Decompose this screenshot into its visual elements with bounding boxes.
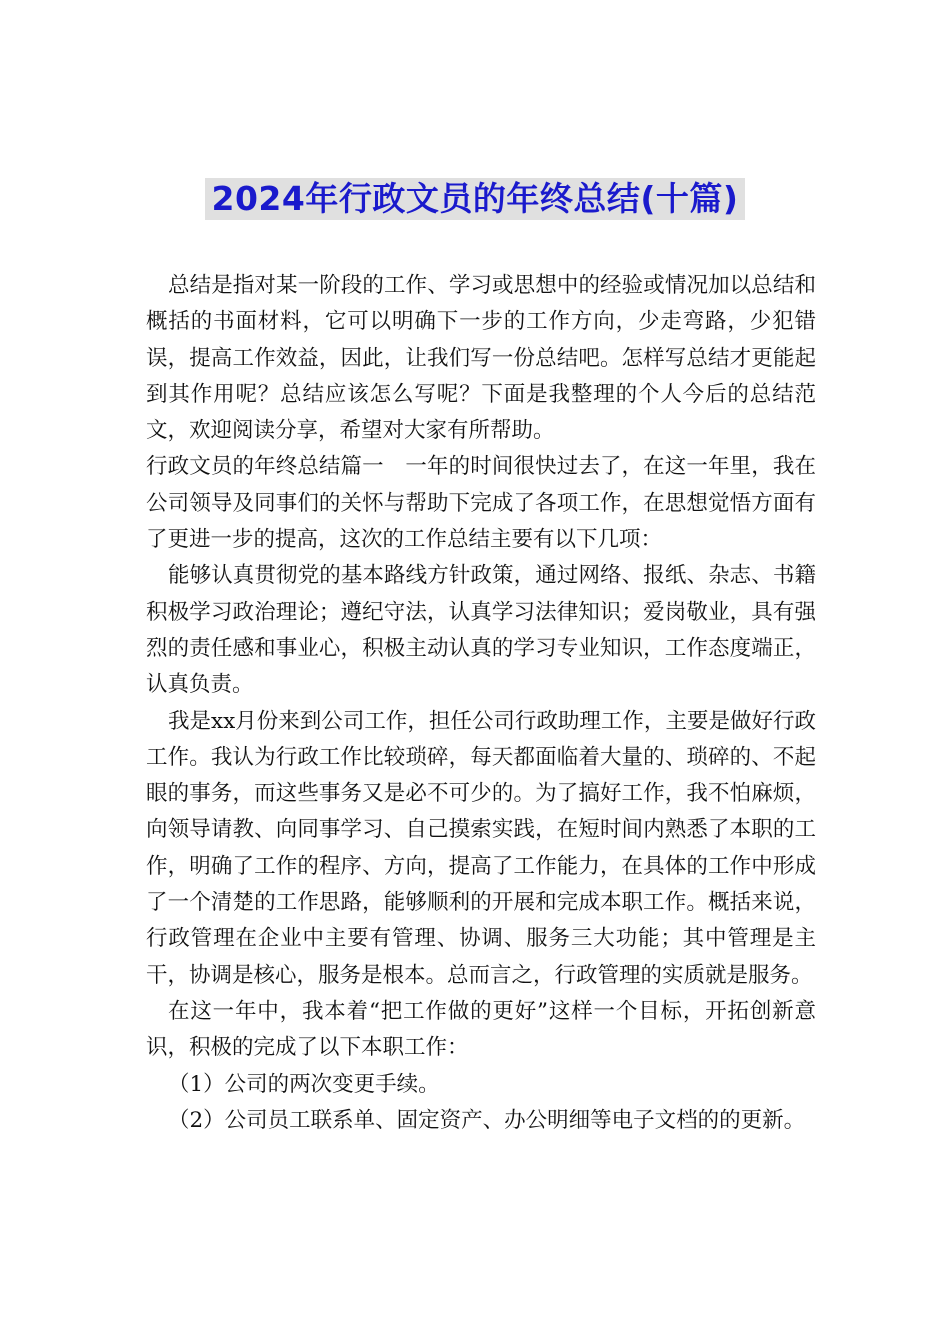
- paragraph-section-one: 行政文员的年终总结篇一 一年的时间很快过去了，在这一年里，我在公司领导及同事们的关怀与帮助下完成了各项工作，在思想觉悟方面有了更进一步的提高，这次的工作总结主要有以下几项：: [146, 454, 816, 553]
- paragraph-politics: 能够认真贯彻党的基本路线方针政策，通过网络、报纸、杂志、书籍积极学习政治理论；遵纪守法，认真学习法律知识；爱岗敬业，具有强烈的责任感和事业心，积极主动认真的学习专业知识，工作态度端正，认真负责。: [146, 563, 816, 698]
- paragraph-intro: 总结是指对某一阶段的工作、学习或思想中的经验或情况加以总结和概括的书面材料，它可以明确下一步的工作方向，少走弯路，少犯错误，提高工作效益，因此，让我们写一份总结吧。怎样写总结才更能起到其作用呢？总结应该怎么写呢？下面是我整理的个人今后的总结范文，欢迎阅读分享，希望对大家有所帮助。: [146, 273, 816, 444]
- document-title: 2024年行政文员的年终总结(十篇): [205, 178, 744, 220]
- list-item: （1）公司的两次变更手续。: [168, 1071, 440, 1097]
- document-body: [146, 268, 816, 1139]
- list-item: （2）公司员工联系单、固定资产、办公明细等电子文档的的更新。: [168, 1107, 806, 1133]
- title-container: [0, 178, 950, 220]
- paragraph-goal: 在这一年中，我本着“把工作做的更好”这样一个目标，开拓创新意识，积极的完成了以下本职工作：: [146, 998, 816, 1061]
- paragraph-role: 我是xx月份来到公司工作，担任公司行政助理工作，主要是做好行政工作。我认为行政工作比较琐碎，每天都面临着大量的、琐碎的、不起眼的事务，而这些事务又是必不可少的。为了搞好工作，我不怕麻烦，向领导请教、向同事学习、自己摸索实践，在短时间内熟悉了本职的工作，明确了工作的程序、方向，提高了工作能力，在具体的工作中形成了一个清楚的工作思路，能够顺利的开展和完成本职工作。概括来说，行政管理在企业中主要有管理、协调、服务三大功能；其中管理是主干，协调是核心，服务是根本。总而言之，行政管理的实质就是服务。: [146, 708, 816, 988]
